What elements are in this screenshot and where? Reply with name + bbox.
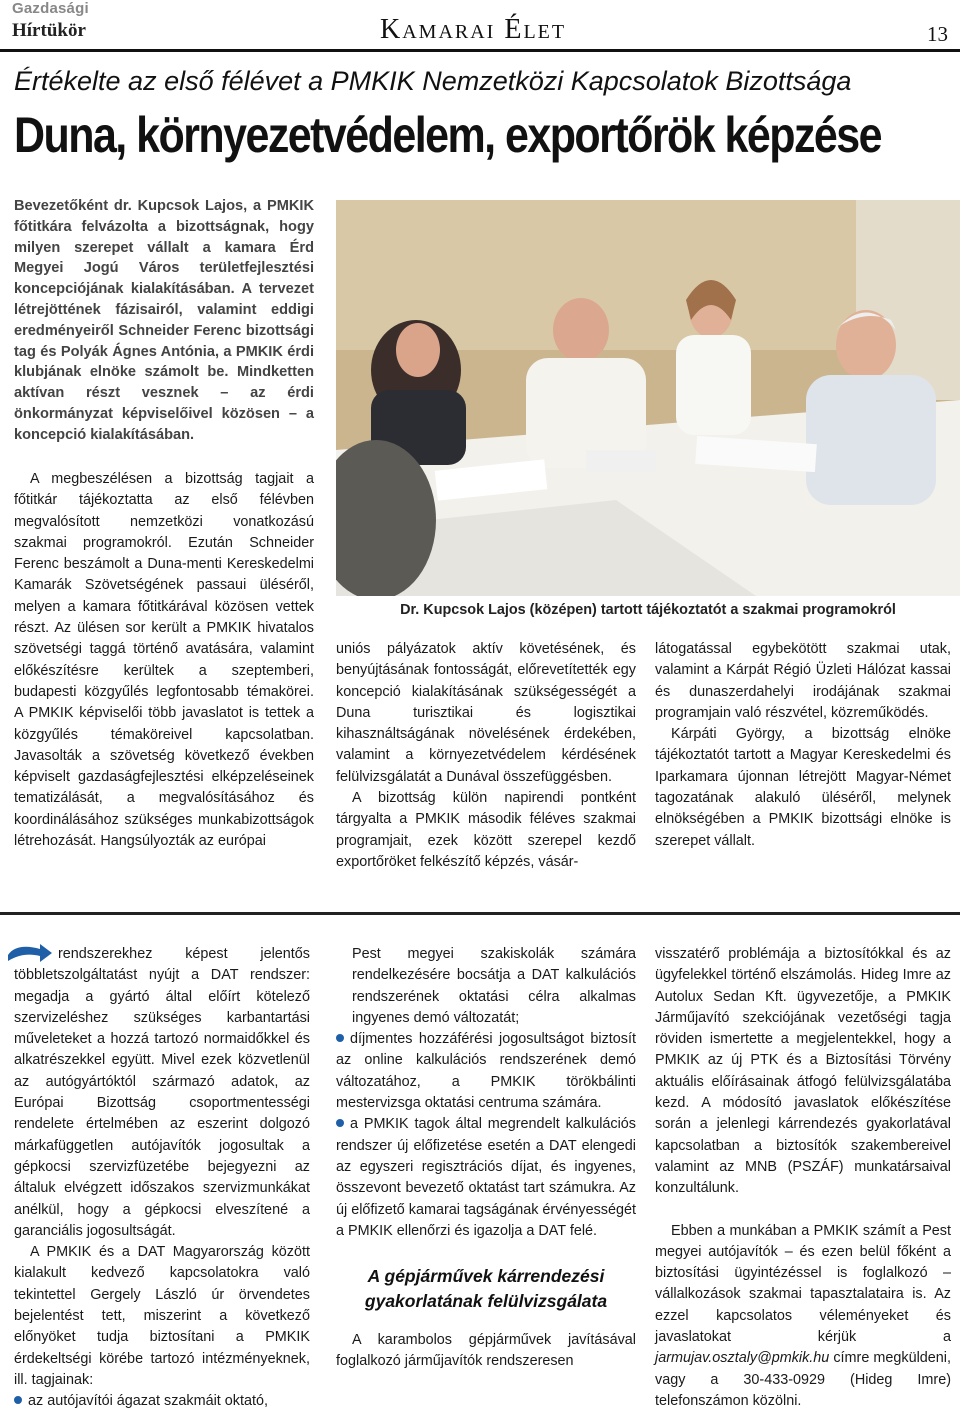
lower-col2-bullet-2-text: a PMKIK tagok által megrendelt kalkulációs rendszer új előfizetése esetén a DAT elengedi az egyszeri regisztrációs díjat, és ingyenes, összevont bevezető oktatást tart számukra. Az új előfizető kamarai tagságának érvényességét a PMKIK ellenőrzi és igazolja a DAT felé. (336, 1116, 636, 1239)
article-separator (0, 912, 960, 915)
lower-col1-paragraph-2: A PMKIK és a DAT Magyarország között kialakult kedvező kapcsolatokra való tekintettel Gergely László úr örvendetes bejelentést tett, miszerint a következő előnyöket tudja biztosítani a PMKIK érdekeltségi körébe tartozó intézményeknek, ill. tagjainak: (14, 1244, 310, 1388)
lower-col2-bullet-2 (336, 1114, 636, 1242)
lower-col3-paragraph-1: visszatérő problémája a biztosítókkal és az ügyfelekkel történő elszámolás. Hideg Imre az Autolux Sedan Kft. ügyvezetője, a PMKIK Járműjavító szekciójának vezetőségi tagja röviden ismertette a megjelentekkel, hogy a PMKIK az új PTK és a Biztosítási Törvény aktuális előírásainak átfogó felülvizsgálatába kezd. A módosító javaslatok előkészítése során a jelenlegi kárrendezés gyakorlatával kapcsolatban a biztosítók szakembereivel valamint az MNB (PSZÁF) munkatársaival konzultálunk. (655, 946, 951, 1197)
lower-column-2 (336, 944, 636, 1373)
body-middle-paragraph-1: uniós pályázatok aktív követésének, és benyújtásának fontosságát, előrevetítették egy koncepció kialakításának szükségességét a Duna turisztikai és logisztikai kihasználtságának növelésének érdekében, valamint a környezetvédelem kérdésének felülvizsgálatát a Dunával összefüggésben. (336, 641, 636, 785)
lower-col3-paragraph-2-tail: címre megküldeni, vagy a 30-433-0929 (Hideg Imre) telefonszámon közölni. (655, 1350, 951, 1409)
page-number: 13 (927, 22, 948, 46)
body-middle-paragraph-2: A bizottság külön napirendi pontként tárgyalta a PMKIK második féléves szakmai programjait, ezek között szerepel kezdő exportőröket felkészítő képzés, vásár- (336, 790, 636, 870)
meeting-photo (336, 200, 960, 596)
lower-col1-paragraph-1: rendszerekhez képest jelentős többletszolgáltatást nyújt a DAT rendszer: megadja a gyártó által előírt kötelező szervizeléshez szükséges karbantartási műveleteket a hozzá tartozó normaidőkkel és alkatrészekkel együtt. Mivel ezek közvetlenül az autógyártóktól származó adatok, az Európai Bizottság csoportmentességi rendelete értelmében az eszerint dolgozó márkafüggetlen autójavítók jogosultak a gépkocsi szervizfüzetébe bejegyezni az általuk elvégzett időszakos szervizmunkákat anélkül, hogy a gépkocsi elveszítené a garanciális jogosultságát. (14, 946, 310, 1239)
masthead-bottom: Hírtükör (12, 20, 86, 41)
blue-dot-icon (14, 1396, 22, 1404)
lower-col2-subhead: A gépjárművek kárrendezési gyakorlatának felülvizsgálata (364, 1266, 608, 1312)
meeting-photo-illustration (336, 200, 960, 596)
body-left-paragraph: A megbeszélésen a bizottság tagjait a főtitkár tájékoztatta az első félévben megvalósított nemzetközi vonatkozású szakmai programokról. Ezután Schneider Ferenc beszámolt a Duna-menti Kereskedelmi Kamarák Szövetségének passaui üléséről, melyen a kamara főtitkárával közösen vettek részt. Az ülésen sor került a PMKIK hivatalos szövetségi taggá történő avatására, valamint előkészítésre kerültek a szeptemberi, budapesti közgyűlés legfontosabb témakörei. A PMKIK képviselői több javaslatot is tettek a közgyűlés témaköreivel kapcsolatban. Javasolták a szövetség következő években képviselt gazdaságfejlesztési elképzeléseinek tematizálását, a megvalósításához és koordinálásához szükséges munkabizottságok létrehozását. Hangsúlyozták az európai (14, 471, 314, 850)
lower-col2-paragraph-2: A karambolos gépjárművek javításával foglalkozó járműjavítók rendszeresen (336, 1332, 636, 1370)
section-title: Kamarai Élet (380, 14, 567, 45)
article-body-left (14, 469, 314, 852)
contact-email[interactable]: jarmujav.osztaly@pmkik.hu (655, 1350, 830, 1367)
lower-column-1 (14, 944, 310, 1413)
article-body-right (655, 639, 951, 852)
body-right-paragraph-2: Kárpáti György, a bizottság elnöke tájékoztatót tartott a Magyar Kereskedelmi és Iparkamara újonnan létrejött Magyar-Német tagozatának alakuló üléséről, melynek elnökségében a PMKIK bizottsági elnöke is szerepet vállalt. (655, 726, 951, 849)
article-kicker: Értékelte az első félévet a PMKIK Nemzetközi Kapcsolatok Bizottsága (14, 66, 852, 96)
lower-col1-bullet-1 (14, 1391, 310, 1412)
masthead-rule (0, 49, 960, 52)
article-lead: Bevezetőként dr. Kupcsok Lajos, a PMKIK főtitkára felvázolta a bizottságnak, hogy milyen szerepet vállalt a kamara Érd Megyei Jogú Város területfejlesztési koncepciójának kialakításában. A tervezet létrejöttének fázisairól, valamint eddigi eredményeiről Schneider Ferenc bizottsági tag és Polyák Ágnes Antónia, a PMKIK érdi klubjának elnöke számolt be. Mindketten aktívan részt vesznek – az érdi önkormányzat képviselőivel közösen – a koncepció kialakításában. (14, 198, 314, 443)
article-headline: Duna, környezetvédelem, exportőrök képzése (14, 107, 882, 163)
masthead-top: Gazdasági (12, 0, 89, 17)
lower-col2-bullet-1 (336, 1029, 636, 1114)
lower-column-3 (655, 944, 951, 1412)
lower-col3-paragraph-2 (655, 1221, 951, 1413)
blue-dot-icon (336, 1034, 344, 1042)
lower-col2-paragraph-1: Pest megyei szakiskolák számára rendelkezésére bocsátja a DAT kalkulációs rendszerének oktatási célra alkalmas ingyenes demó változatát; (352, 946, 636, 1026)
lower-col3-paragraph-2-text: Ebben a munkában a PMKIK számít a Pest megyei autójavítók – és ezen belül főként a biztosítási ügyintézéssel is foglalkozó – vállalkozások szakmai tapasztalataira is. Az ezzel kapcsolatos véleményeket és javaslatokat kérjük a (655, 1222, 951, 1346)
article-body-middle (336, 639, 636, 873)
lower-col1-bullet-1-text: az autójavítói ágazat szakmáit oktató, (28, 1393, 268, 1410)
lower-col2-bullet-1-text: díjmentes hozzáférési jogosultságot biztosít az online kalkulációs rendszerének demó változatához, a PMKIK törökbálinti mestervizsga oktatási centruma számára. (336, 1031, 636, 1112)
body-right-paragraph-1: látogatással egybekötött szakmai utak, valamint a Kárpát Régió Üzleti Hálózat kassai és dunaszerdahelyi irodájának szakmai programjain való részvétel, közreműködés. (655, 641, 951, 721)
photo-caption: Dr. Kupcsok Lajos (középen) tartott tájékoztatót a szakmai programokról (400, 602, 896, 618)
blue-dot-icon (336, 1119, 344, 1127)
